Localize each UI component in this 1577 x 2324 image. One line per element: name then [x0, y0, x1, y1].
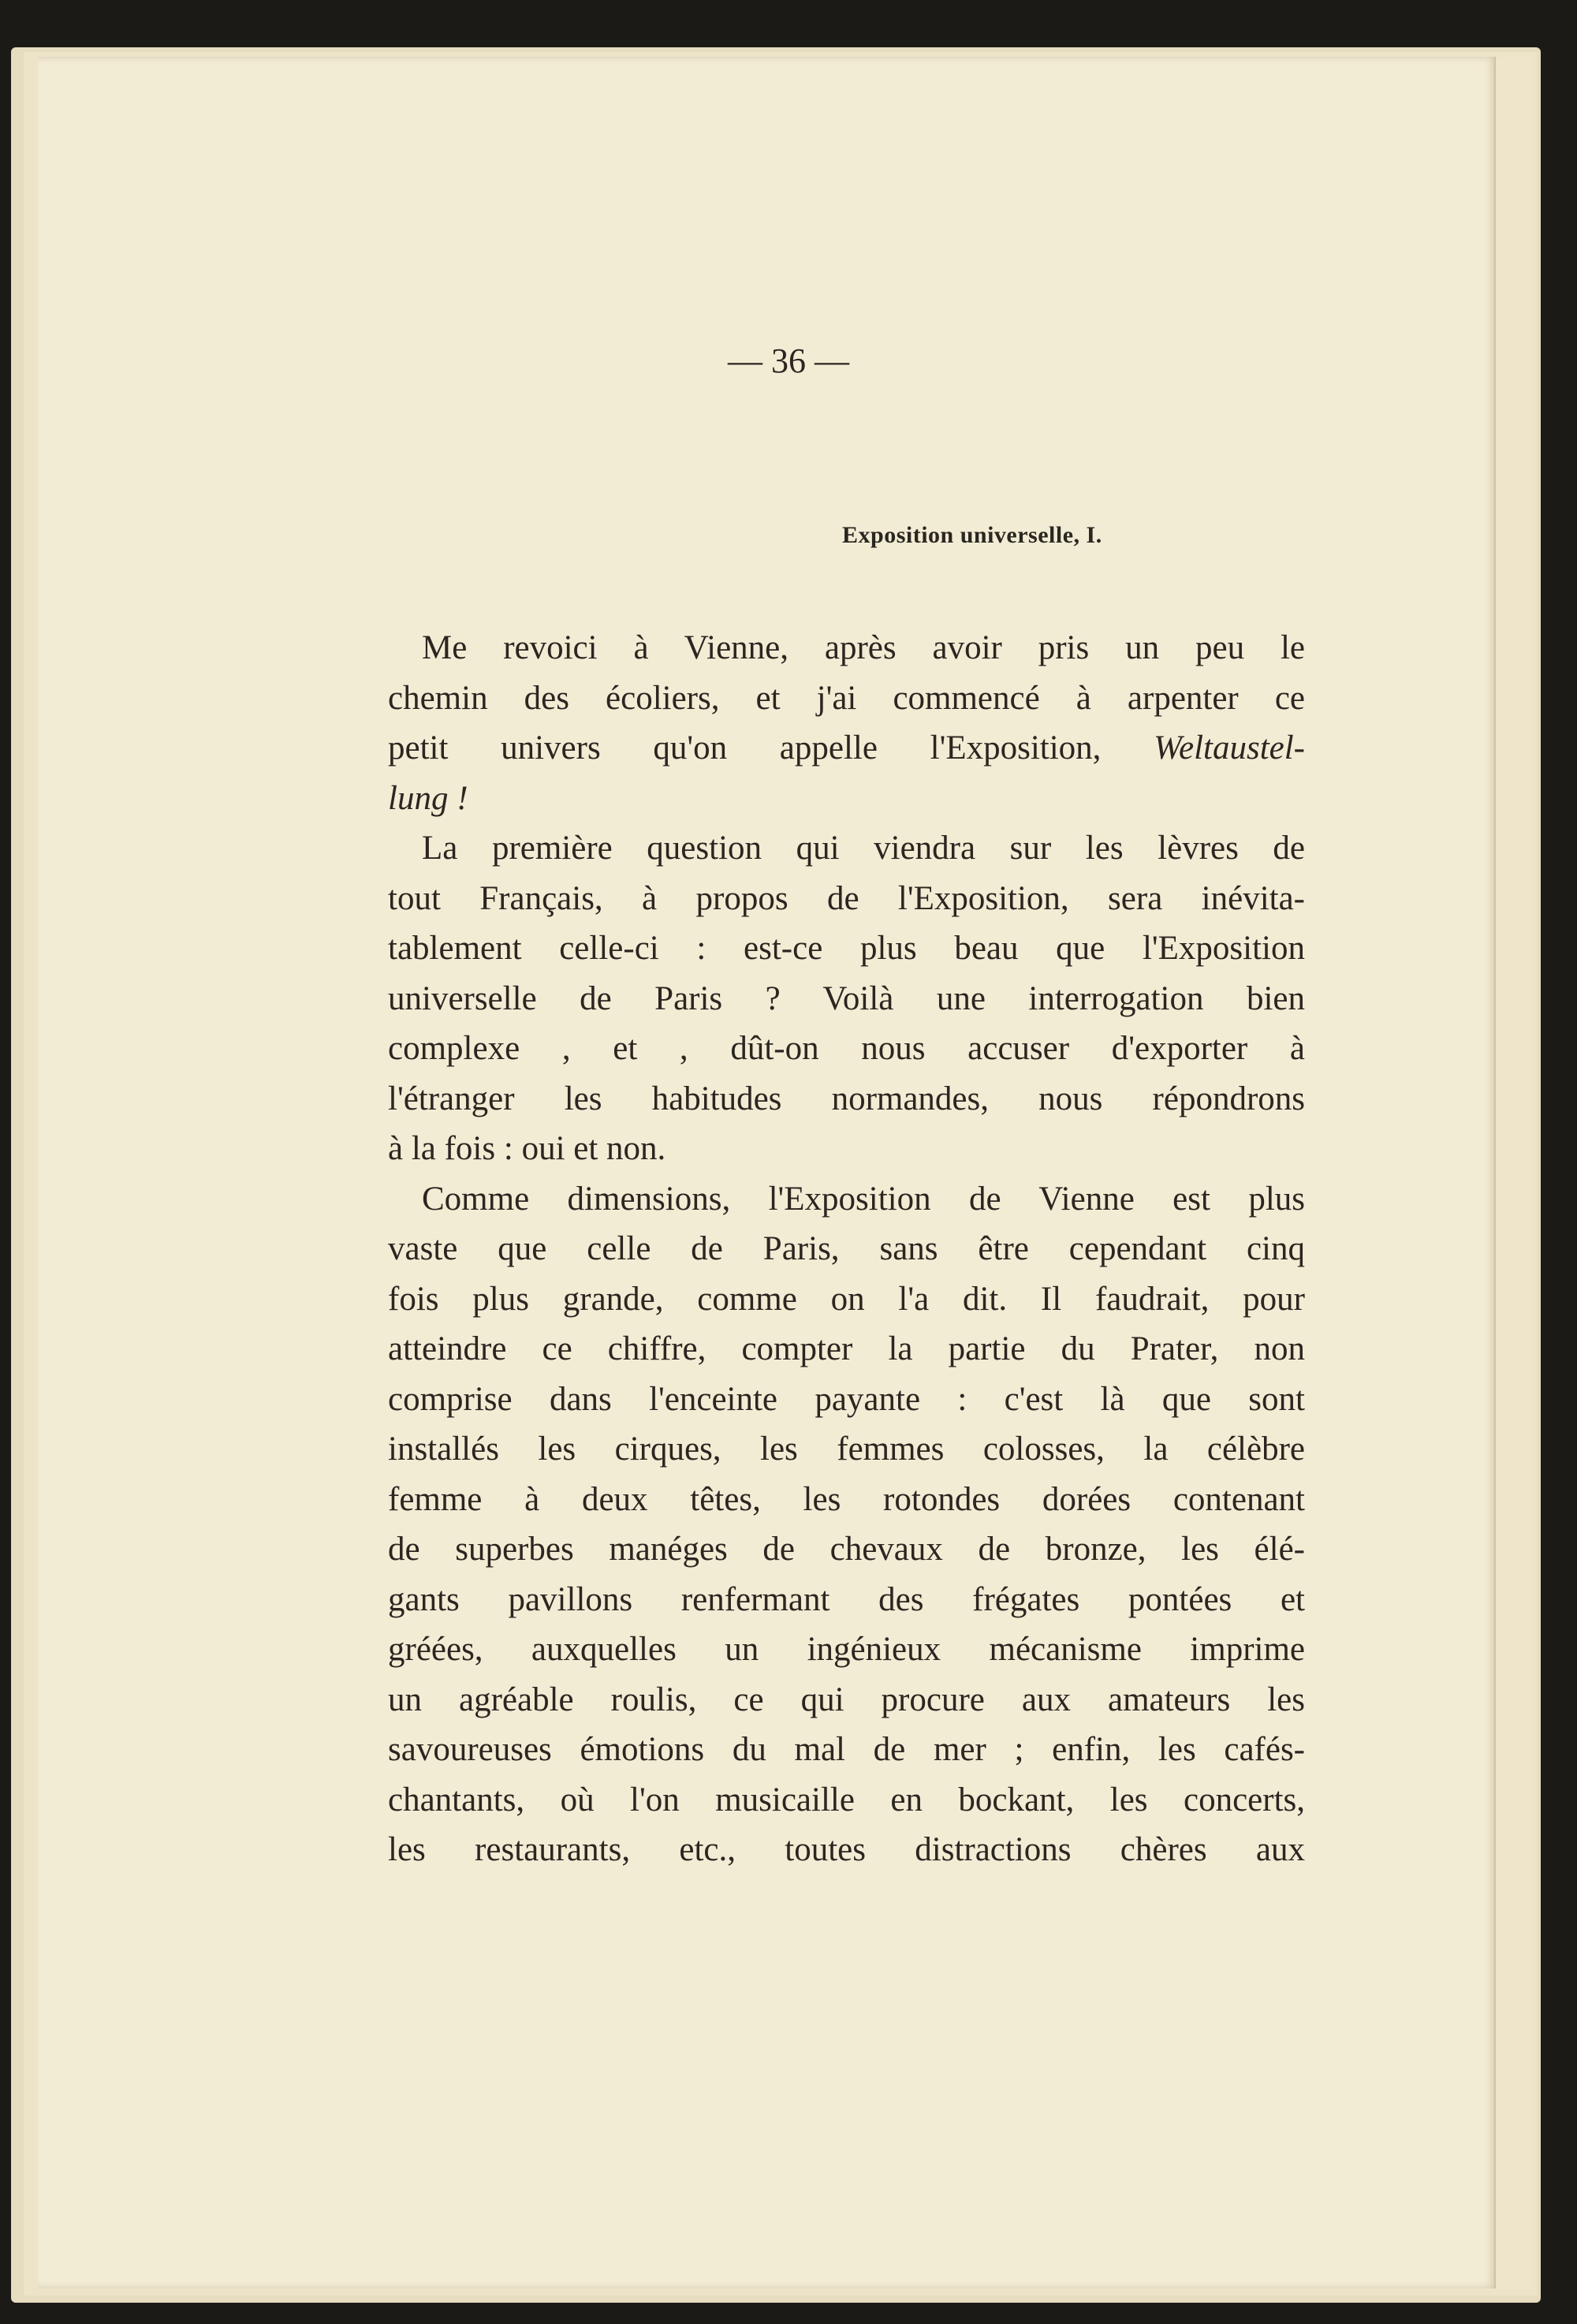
facing-page-edge — [1494, 57, 1531, 2289]
text-line: Me revoici à Vienne, après avoir pris un peu le — [422, 629, 1305, 666]
text-line: de superbes manéges de chevaux de bronze, les élé- — [388, 1531, 1305, 1568]
text-line: gants pavillons renfermant des frégates pontées et — [388, 1580, 1305, 1618]
text-line: Comme dimensions, l'Exposition de Vienne est plus — [422, 1180, 1305, 1218]
text-line: les restaurants, etc., toutes distractions chères aux — [388, 1831, 1305, 1868]
text-line: comprise dans l'enceinte payante : c'est là que sont — [388, 1380, 1305, 1418]
italic-word: Weltaustel- — [1154, 729, 1305, 767]
text-line: gréées, auxquelles un ingénieux mécanisme imprime — [388, 1631, 1305, 1668]
text-line — [388, 723, 1305, 774]
text-line: vaste que celle de Paris, sans être cependant cinq — [388, 1230, 1305, 1267]
section-title: Exposition universelle, I. — [842, 522, 1102, 548]
text-line: tout Français, à propos de l'Exposition, sera inévita- — [388, 879, 1305, 917]
body-text — [388, 623, 1305, 1875]
text-line: installés les cirques, les femmes colosses, la célèbre — [388, 1431, 1305, 1468]
page-number: — 36 — — [728, 341, 849, 380]
text-line: tablement celle-ci : est-ce plus beau que l'Exposition — [388, 930, 1305, 967]
text-line: universelle de Paris ? Voilà une interrogation bien — [388, 979, 1305, 1017]
italic-word: lung ! — [388, 779, 468, 817]
text-line: fois plus grande, comme on l'a dit. Il faudrait, pour — [388, 1280, 1305, 1318]
text-line: à la fois : oui et non. — [388, 1130, 666, 1167]
text-line: chantants, où l'on musicaille en bockant, les concerts, — [388, 1781, 1305, 1819]
text-line: savoureuses émotions du mal de mer ; enfin, les cafés- — [388, 1731, 1305, 1768]
text-span: petit univers qu'on appelle l'Exposition, — [388, 729, 1102, 767]
text-line: complexe , et , dût-on nous accuser d'exporter à — [388, 1030, 1305, 1067]
text-line: chemin des écoliers, et j'ai commencé à arpenter ce — [388, 679, 1305, 717]
text-line: un agréable roulis, ce qui procure aux amateurs les — [388, 1681, 1305, 1718]
text-line: La première question qui viendra sur les lèvres de — [422, 830, 1305, 867]
text-line: l'étranger les habitudes normandes, nous répondrons — [388, 1080, 1305, 1117]
text-line — [388, 774, 1305, 824]
text-line: atteindre ce chiffre, compter la partie du Prater, non — [388, 1330, 1305, 1367]
text-line: femme à deux têtes, les rotondes dorées contenant — [388, 1480, 1305, 1518]
